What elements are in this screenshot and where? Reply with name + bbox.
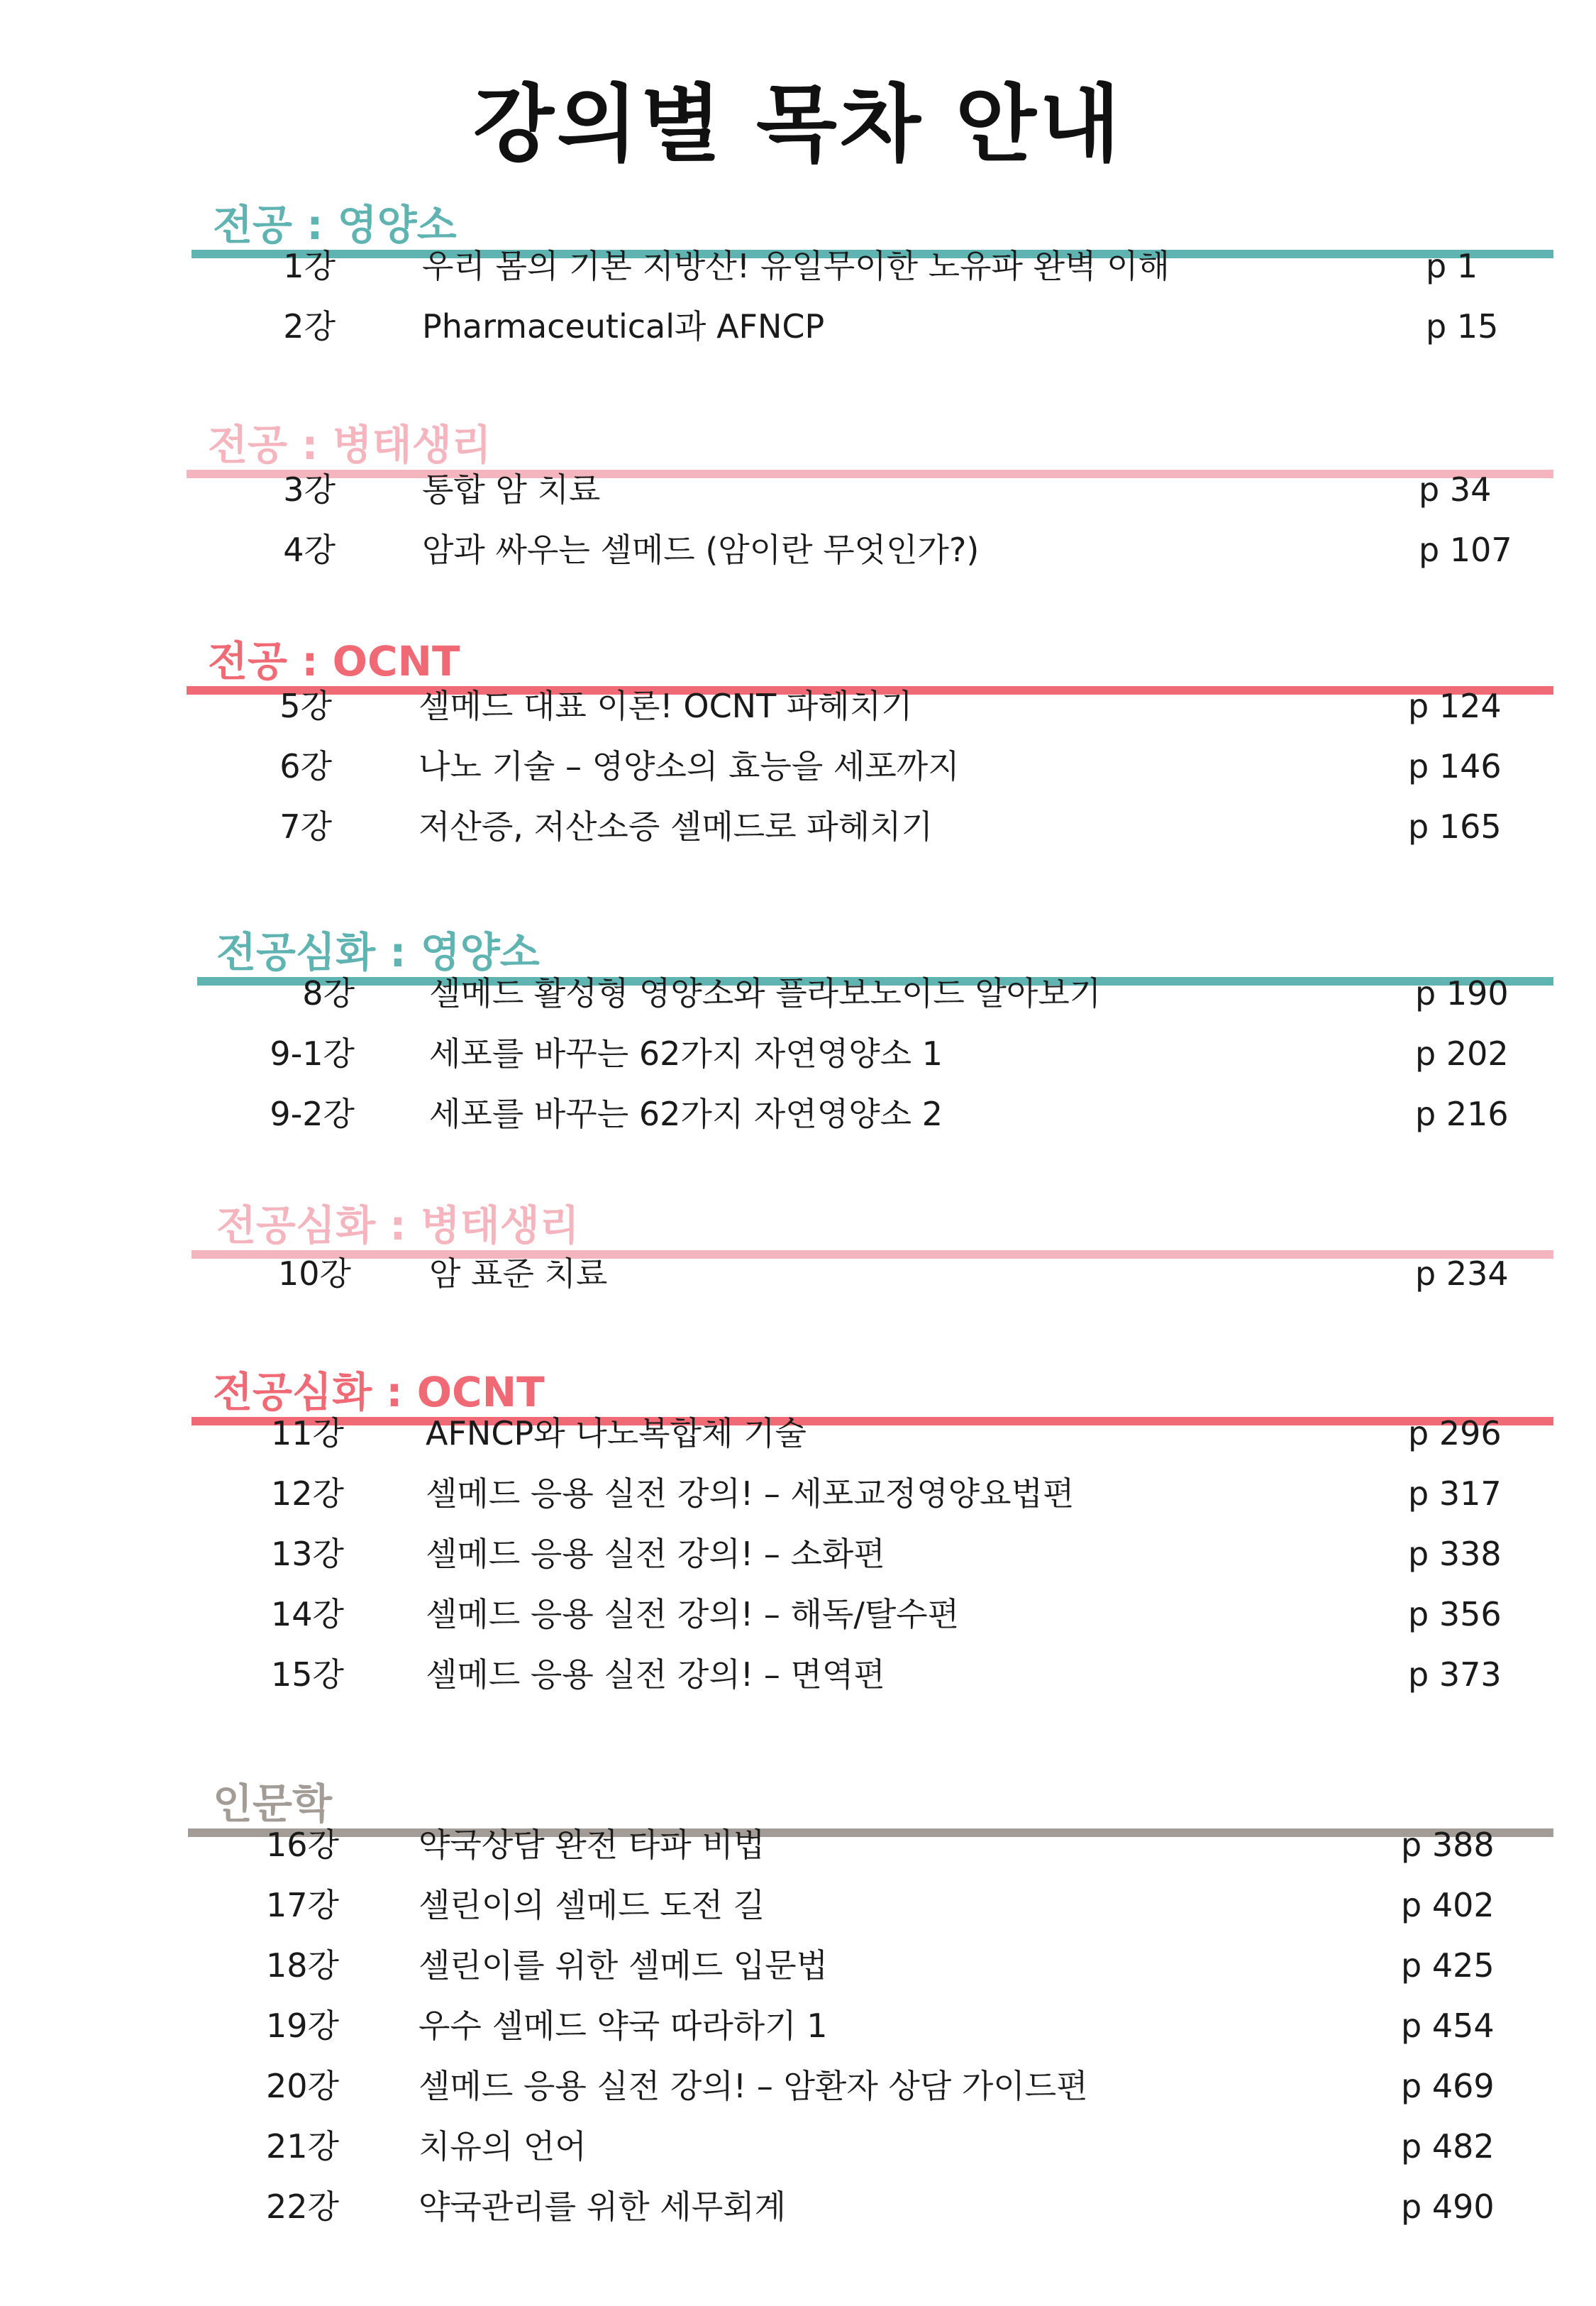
lecture-number: 1강 [283,247,336,285]
section-title: 전공 : OCNT [208,637,460,685]
lecture-number: 13강 [271,1535,344,1573]
lecture-number: 12강 [271,1474,344,1513]
lecture-number: 3강 [283,470,336,509]
lecture-row [0,522,1596,578]
lecture-row [0,1025,1596,1082]
lecture-title: 통합 암 치료 [422,470,601,509]
lecture-page: p 202 [1415,1035,1509,1073]
lecture-page: p 165 [1408,807,1502,846]
lecture-row [0,1937,1596,1994]
lecture-title: 셀메드 응용 실전 강의! – 해독/탈수편 [426,1595,960,1633]
lecture-page: p 107 [1419,531,1512,569]
lecture-row [0,461,1596,518]
lecture-number: 11강 [271,1414,344,1452]
lecture-number: 4강 [283,531,336,569]
lecture-page: p 15 [1426,307,1499,346]
lecture-row [0,738,1596,795]
lecture-title: 약국상담 완전 타파 비법 [419,1826,765,1864]
lecture-title: AFNCP와 나노복합체 기술 [426,1414,807,1452]
page-title: 강의별 목차 안내 [472,75,1124,173]
lecture-number: 22강 [266,2188,339,2226]
lecture-title: Pharmaceutical과 AFNCP [422,307,825,346]
lecture-page: p 425 [1401,1946,1495,1985]
lecture-number: 19강 [266,2007,339,2045]
lecture-row [0,1086,1596,1142]
lecture-page: p 296 [1408,1414,1502,1452]
lecture-title: 셀메드 응용 실전 강의! – 세포교정영양요법편 [426,1474,1075,1513]
lecture-page: p 34 [1419,470,1492,509]
lecture-row [0,1646,1596,1703]
lecture-row [0,298,1596,355]
lecture-number: 5강 [279,687,332,725]
section-title: 전공 : 영양소 [213,201,457,249]
lecture-number: 9-2강 [270,1095,355,1133]
lecture-page: p 146 [1408,747,1502,785]
lecture-title: 우리 몸의 기본 지방산! 유일무이한 노유파 완벽 이해 [422,247,1170,285]
lecture-page: p 234 [1415,1254,1509,1293]
lecture-title: 세포를 바꾸는 62가지 자연영양소 2 [429,1095,943,1133]
lecture-page: p 317 [1408,1474,1502,1513]
lecture-number: 9-1강 [270,1035,355,1073]
lecture-row [0,1465,1596,1522]
lecture-number: 15강 [271,1655,344,1694]
lecture-title: 셀린이의 셀메드 도전 길 [419,1886,765,1924]
lecture-page: p 373 [1408,1655,1502,1694]
lecture-number: 8강 [302,974,355,1013]
lecture-title: 셀메드 활성형 영양소와 플라보노이드 알아보기 [429,974,1102,1013]
lecture-number: 7강 [279,807,332,846]
lecture-number: 16강 [266,1826,339,1864]
lecture-page: p 482 [1401,2127,1495,2166]
lecture-page: p 356 [1408,1595,1502,1633]
lecture-number: 10강 [278,1254,351,1293]
lecture-title: 저산증, 저산소증 셀메드로 파헤치기 [419,807,933,846]
lecture-row [0,1816,1596,1873]
lecture-title: 셀메드 응용 실전 강의! – 면역편 [426,1655,885,1694]
lecture-page: p 388 [1401,1826,1495,1864]
lecture-title: 암과 싸우는 셀메드 (암이란 무엇인가?) [422,531,980,569]
lecture-row [0,2178,1596,2235]
section-title: 인문학 [213,1780,333,1828]
section-title: 전공심화 : OCNT [213,1368,545,1416]
lecture-row [0,1586,1596,1643]
lecture-row [0,1997,1596,2054]
lecture-row [0,238,1596,294]
lecture-number: 21강 [266,2127,339,2166]
lecture-row [0,1877,1596,1933]
lecture-number: 18강 [266,1946,339,1985]
section-title: 전공심화 : 병태생리 [216,1201,580,1249]
lecture-title: 나노 기술 – 영양소의 효능을 세포까지 [419,747,960,785]
lecture-page: p 469 [1401,2067,1495,2105]
lecture-row [0,1405,1596,1462]
lecture-title: 우수 셀메드 약국 따라하기 1 [419,2007,828,2045]
lecture-row [0,798,1596,855]
lecture-row [0,678,1596,734]
lecture-page: p 1 [1426,247,1478,285]
lecture-page: p 454 [1401,2007,1495,2045]
lecture-page: p 216 [1415,1095,1509,1133]
lecture-page: p 124 [1408,687,1502,725]
lecture-title: 암 표준 치료 [429,1254,608,1293]
lecture-title: 셀메드 대표 이론! OCNT 파헤치기 [419,687,913,725]
lecture-title: 세포를 바꾸는 62가지 자연영양소 1 [429,1035,943,1073]
lecture-number: 17강 [266,1886,339,1924]
lecture-row [0,2058,1596,2114]
lecture-number: 6강 [279,747,332,785]
lecture-title: 치유의 언어 [419,2127,587,2166]
lecture-title: 약국관리를 위한 세무회계 [419,2188,787,2226]
lecture-title: 셀메드 응용 실전 강의! – 소화편 [426,1535,885,1573]
lecture-number: 14강 [271,1595,344,1633]
section-title: 전공 : 병태생리 [208,421,492,469]
lecture-row [0,1245,1596,1302]
lecture-title: 셀린이를 위한 셀메드 입문법 [419,1946,829,1985]
lecture-row [0,1526,1596,1582]
lecture-number: 2강 [283,307,336,346]
section-title: 전공심화 : 영양소 [216,928,540,976]
lecture-page: p 490 [1401,2188,1495,2226]
lecture-row [0,2118,1596,2175]
lecture-page: p 190 [1415,974,1509,1013]
lecture-title: 셀메드 응용 실전 강의! – 암환자 상담 가이드편 [419,2067,1088,2105]
lecture-number: 20강 [266,2067,339,2105]
lecture-row [0,965,1596,1022]
lecture-page: p 402 [1401,1886,1495,1924]
lecture-page: p 338 [1408,1535,1502,1573]
